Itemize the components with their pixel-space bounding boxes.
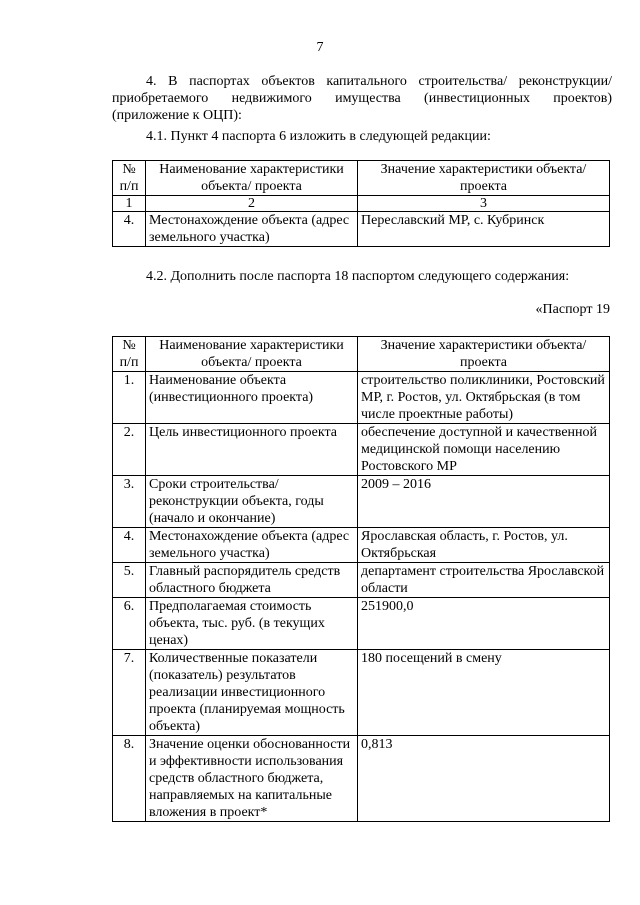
table-row xyxy=(113,528,610,563)
row-number: 8. xyxy=(113,736,146,822)
row-number: 6. xyxy=(113,598,146,650)
row-value: строительство поликлиники, Ростовский МР, г. Ростов, ул. Октябрьская (в том числе проектные работы) xyxy=(358,372,610,424)
row-characteristic: Значение оценки обоснованности и эффективности использования средств областного бюджета, направляемых на капитальные вложения в проект* xyxy=(146,736,358,822)
paragraph-4-1: 4.1. Пункт 4 паспорта 6 изложить в следующей редакции: xyxy=(146,129,491,144)
row-characteristic: Наименование объекта (инвестиционного проекта) xyxy=(146,372,358,424)
col-number: 2 xyxy=(146,196,358,212)
row-value: обеспечение доступной и качественной медицинской помощи населению Ростовского МР xyxy=(358,424,610,476)
row-number: 7. xyxy=(113,650,146,736)
column-number-row xyxy=(113,196,610,212)
table-header-row xyxy=(113,337,610,372)
col-number: 3 xyxy=(358,196,610,212)
row-number: 4. xyxy=(113,528,146,563)
table-row xyxy=(113,598,610,650)
row-number: 5. xyxy=(113,563,146,598)
header-value: Значение характеристики объекта/проекта xyxy=(358,161,610,196)
table-row xyxy=(113,424,610,476)
col-number: 1 xyxy=(113,196,146,212)
paragraph-4-2: 4.2. Дополнить после паспорта 18 паспортом следующего содержания: xyxy=(146,269,570,284)
table-row xyxy=(113,736,610,822)
table-row xyxy=(113,650,610,736)
row-number: 1. xyxy=(113,372,146,424)
row-value: 0,813 xyxy=(358,736,610,822)
table-row xyxy=(113,476,610,528)
passport-caption: «Паспорт 19 xyxy=(535,302,610,317)
row-value: 180 посещений в смену xyxy=(358,650,610,736)
header-number: № п/п xyxy=(113,161,146,196)
row-value: департамент строительства Ярославской области xyxy=(358,563,610,598)
row-characteristic: Количественные показатели (показатель) результатов реализации инвестиционного проекта (планируемая мощность объекта) xyxy=(146,650,358,736)
row-characteristic: Цель инвестиционного проекта xyxy=(146,424,358,476)
row-value: 251900,0 xyxy=(358,598,610,650)
table-header-row xyxy=(113,161,610,196)
row-value: Ярославская область, г. Ростов, ул. Октябрьская xyxy=(358,528,610,563)
row-characteristic: Местонахождение объекта (адрес земельного участка) xyxy=(146,212,358,247)
table-row xyxy=(113,212,610,247)
row-characteristic: Предполагаемая стоимость объекта, тыс. руб. (в текущих ценах) xyxy=(146,598,358,650)
paragraph-4: 4. В паспортах объектов капитального строительства/ реконструкции/ приобретаемого недвижимого имущества (инвестиционных проектов) (приложение к ОЦП): xyxy=(112,74,612,123)
row-number: 4. xyxy=(113,212,146,247)
passport-6-table xyxy=(112,160,610,247)
header-value: Значение характеристики объекта/проекта xyxy=(358,337,610,372)
header-number: № п/п xyxy=(113,337,146,372)
row-characteristic: Местонахождение объекта (адрес земельного участка) xyxy=(146,528,358,563)
passport-19-table xyxy=(112,336,610,822)
table-row xyxy=(113,372,610,424)
table-row xyxy=(113,563,610,598)
row-characteristic: Сроки строительства/ реконструкции объекта, годы (начало и окончание) xyxy=(146,476,358,528)
page-number: 7 xyxy=(316,40,324,55)
row-number: 2. xyxy=(113,424,146,476)
header-characteristic: Наименование характеристики объекта/ проекта xyxy=(146,337,358,372)
row-value: 2009 – 2016 xyxy=(358,476,610,528)
row-number: 3. xyxy=(113,476,146,528)
row-value: Переславский МР, с. Кубринск xyxy=(358,212,610,247)
row-characteristic: Главный распорядитель средств областного бюджета xyxy=(146,563,358,598)
header-characteristic: Наименование характеристики объекта/ проекта xyxy=(146,161,358,196)
